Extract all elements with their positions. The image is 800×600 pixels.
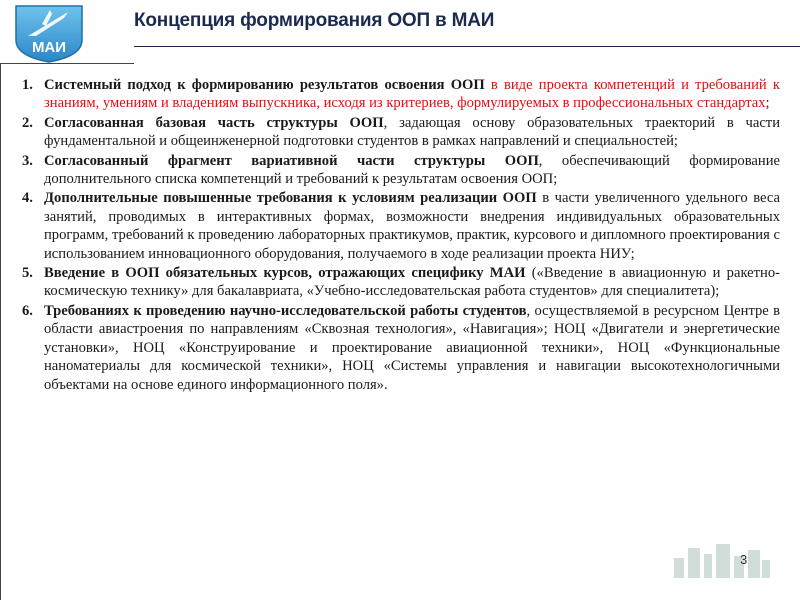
item-number: 4. bbox=[22, 190, 33, 207]
item-rest: ; bbox=[765, 95, 770, 112]
item-rest: , осуществляемой в ресурсном Центре в области авиастроения по направлениям «Сквозная технология», «Навигация»; НОЦ «Двигатели и энергетические установки», НОЦ «Конструирование и проектирование авиационной техники», НОЦ «Функциональные наноматериалы для космической техники», НОЦ «Системы управления и навигации высокотехнологичными объектами на основе единого информационного поля». bbox=[44, 302, 780, 393]
item-number: 5. bbox=[22, 265, 33, 282]
item-bold: Согласованная базовая часть структуры ООП bbox=[44, 114, 384, 131]
item-bold: Требованиях к проведению научно-исследовательской работы студентов bbox=[44, 302, 527, 319]
item-text bbox=[44, 189, 780, 263]
item-highlight: в виде проекта компетенций и требований к знаниям, умениям и владениям выпускника, исходя из критериев, формулируемых в профессиональных стандартах bbox=[44, 77, 780, 112]
list-item bbox=[14, 114, 780, 151]
item-rest: , обеспечивающий формирование дополнительного списка компетенций и требований к результатам освоения ООП; bbox=[44, 152, 780, 188]
title-underline bbox=[134, 46, 800, 47]
item-rest: в части увеличенного удельного веса занятий, проводимых в интерактивных формах, возможности внедрения индивидуальных образовательных программ, требований к проведению лабораторных практикумов, практик, курсового и дипломного проектирования с использованием инновационного оборудования, получаемого в ходе реализации проекта НИУ; bbox=[44, 190, 780, 262]
item-text bbox=[44, 152, 780, 189]
item-bold: Системный подход к формированию результатов освоения ООП bbox=[44, 77, 485, 93]
logo-text: МАИ bbox=[31, 39, 67, 56]
concept-list bbox=[14, 76, 780, 395]
list-item bbox=[14, 302, 780, 394]
item-number: 2. bbox=[22, 114, 33, 131]
item-number: 3. bbox=[22, 152, 33, 169]
list-item bbox=[14, 76, 780, 113]
item-number: 6. bbox=[22, 302, 33, 319]
header-divider bbox=[0, 63, 134, 64]
item-text bbox=[44, 302, 780, 394]
item-rest: , задающая основу образовательных траекторий в части фундаментальной и общеинженерной подготовки студентов в рамках направлений и специальностей; bbox=[44, 114, 780, 150]
list-item bbox=[14, 189, 780, 263]
item-bold: Дополнительные повышенные требования к условиям реализации ООП bbox=[44, 190, 537, 207]
page-number: 3 bbox=[740, 552, 748, 567]
watermark-graphic bbox=[672, 538, 772, 580]
left-border bbox=[0, 63, 1, 600]
page-title: Концепция формирования ООП в МАИ bbox=[134, 10, 495, 31]
mai-logo bbox=[10, 2, 88, 64]
item-rest: («Введение в авиационную и ракетно-космическую технику» для бакалавриата, «Учебно-исследовательская работа студентов» для специалитета); bbox=[44, 265, 780, 300]
item-text bbox=[44, 114, 780, 151]
item-bold: Введение в ООП обязательных курсов, отражающих специфику МАИ bbox=[44, 265, 526, 282]
item-bold: Согласованный фрагмент вариативной части структуры ООП bbox=[44, 152, 539, 169]
item-number: 1. bbox=[22, 77, 33, 93]
list-item bbox=[14, 152, 780, 189]
item-text bbox=[44, 264, 780, 301]
list-item bbox=[14, 264, 780, 301]
item-text bbox=[44, 76, 780, 113]
